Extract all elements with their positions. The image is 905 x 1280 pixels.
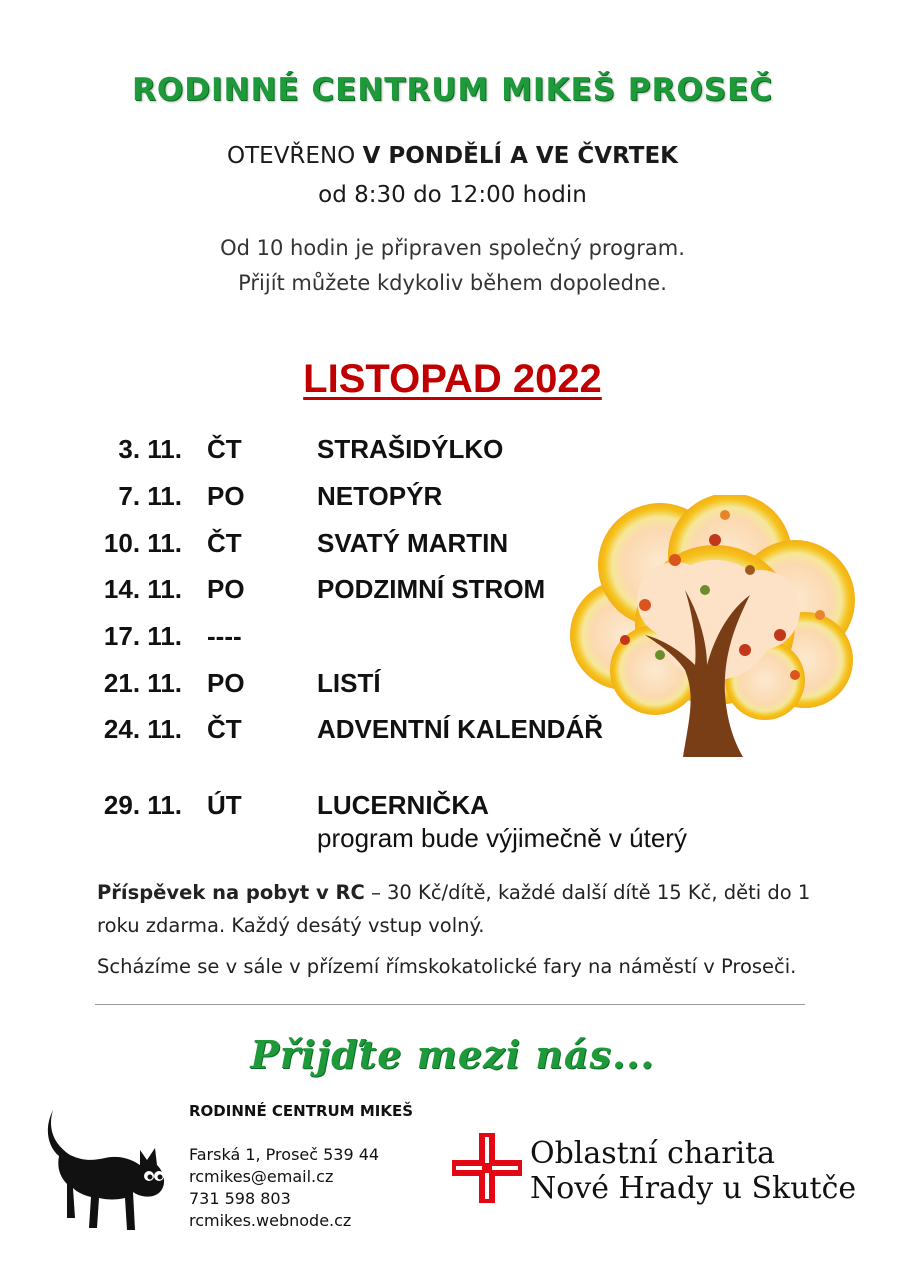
contact-address: Farská 1, Proseč 539 44 xyxy=(189,1145,380,1164)
fee-label: Příspěvek na pobyt v RC xyxy=(97,881,365,904)
event-date: 7. 11. xyxy=(118,481,182,511)
charity-name-line2: Nové Hrady u Skutče xyxy=(530,1171,857,1206)
opening-days xyxy=(0,143,905,169)
event-date: 17. 11. xyxy=(103,621,182,651)
month-title: LISTOPAD 2022 xyxy=(303,357,602,401)
event-date: 3. 11. xyxy=(118,434,182,464)
fee-info xyxy=(97,876,817,942)
event-day: ---- xyxy=(207,621,242,651)
event-name: ADVENTNÍ KALENDÁŘ xyxy=(317,714,603,744)
event-name: LUCERNIČKA xyxy=(317,790,489,820)
fee-text: – 30 Kč/dítě, každé další dítě 15 Kč, děti do 1 roku zdarma. Každý desátý vstup volný. xyxy=(97,881,811,937)
event-day: ČT xyxy=(207,528,242,558)
page-title: RODINNÉ CENTRUM MIKEŠ PROSEČ xyxy=(132,72,773,108)
event-date: 29. 11. xyxy=(103,790,182,820)
event-day: ÚT xyxy=(207,790,242,820)
event-day: PO xyxy=(207,574,245,604)
event-name: SVATÝ MARTIN xyxy=(317,528,509,558)
event-name: NETOPÝR xyxy=(317,481,443,511)
contact-phone: 731 598 803 xyxy=(189,1189,291,1208)
meeting-place: Scházíme se v sále v přízemí římskokatolické fary na náměstí v Proseči. xyxy=(97,955,797,978)
event-note: program bude výjimečně v úterý xyxy=(317,823,687,853)
event-day: PO xyxy=(207,481,245,511)
event-date: 10. 11. xyxy=(103,528,182,558)
contact-web: rcmikes.webnode.cz xyxy=(189,1211,352,1230)
event-date: 21. 11. xyxy=(103,668,182,698)
event-day: PO xyxy=(207,668,245,698)
autumn-tree-illustration xyxy=(565,495,860,757)
event-date: 24. 11. xyxy=(103,714,182,744)
black-cat-icon xyxy=(45,1100,175,1235)
opening-prefix: OTEVŘENO xyxy=(227,143,363,169)
event-day: ČT xyxy=(207,714,242,744)
event-day: ČT xyxy=(207,434,242,464)
opening-hours: od 8:30 do 12:00 hodin xyxy=(318,182,587,208)
charity-name-line1: Oblastní charita xyxy=(530,1136,776,1171)
opening-days-bold: V PONDĚLÍ A VE ČVRTEK xyxy=(362,143,678,169)
charity-cross-icon xyxy=(452,1133,522,1203)
contact-email: rcmikes@email.cz xyxy=(189,1167,334,1186)
program-info-2: Přijít můžete kdykoliv během dopoledne. xyxy=(238,271,667,295)
program-info-1: Od 10 hodin je připraven společný program. xyxy=(220,236,685,260)
event-row xyxy=(0,434,905,466)
invite-text: Přijďte mezi nás... xyxy=(250,1032,655,1077)
contact-title: RODINNÉ CENTRUM MIKEŠ xyxy=(189,1102,414,1120)
event-row xyxy=(0,790,905,822)
event-name: LISTÍ xyxy=(317,668,381,698)
event-name: STRAŠIDÝLKO xyxy=(317,434,504,464)
event-date: 14. 11. xyxy=(103,574,182,604)
divider xyxy=(95,1004,805,1005)
event-name: PODZIMNÍ STROM xyxy=(317,574,546,604)
